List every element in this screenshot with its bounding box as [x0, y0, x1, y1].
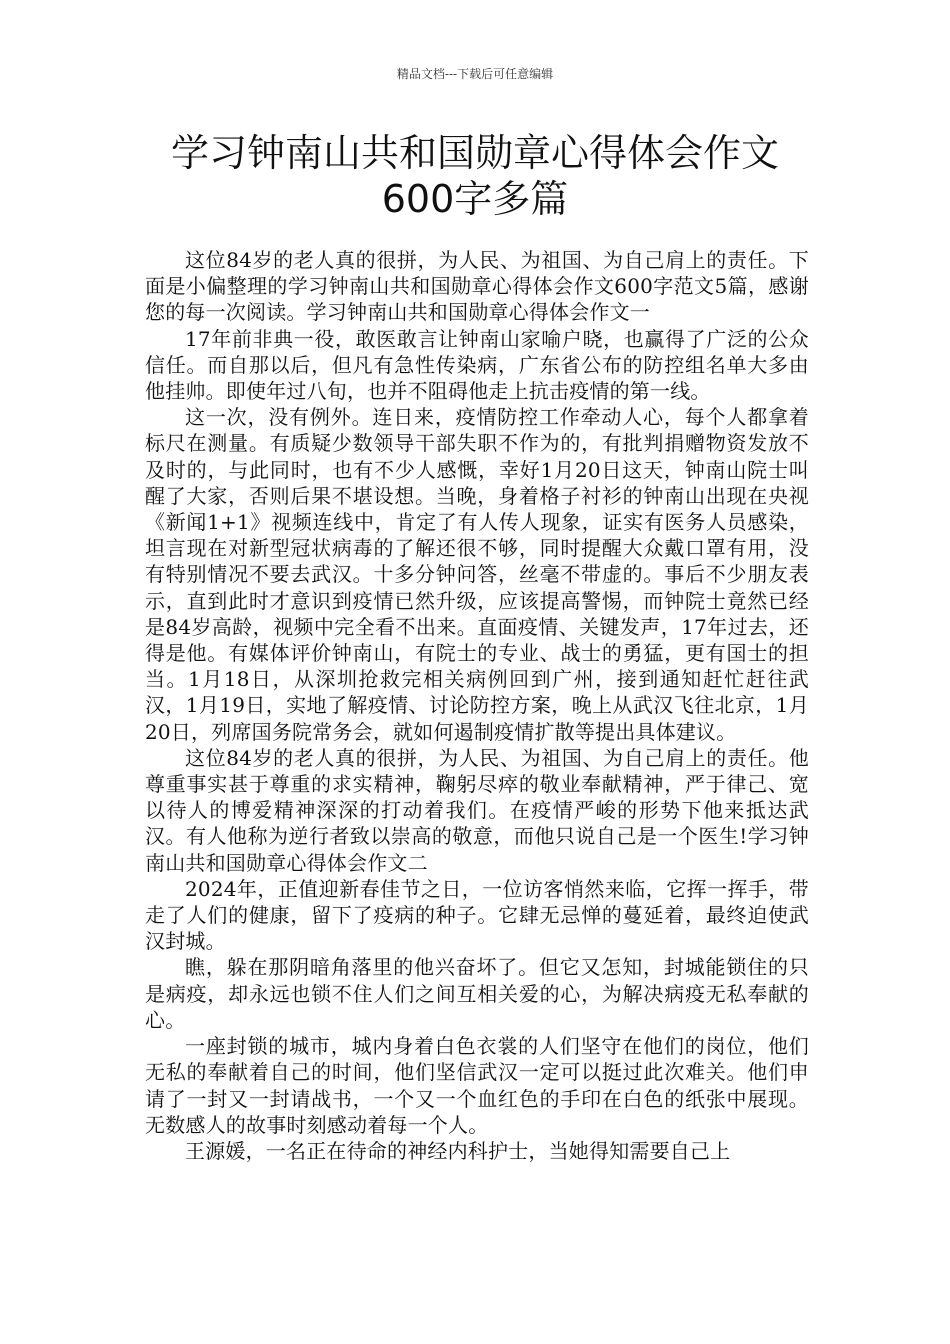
paragraph: 这位84岁的老人真的很拼，为人民、为祖国、为自己肩上的责任。他尊重事实甚于尊重的求实精神，鞠躬尽瘁的敬业奉献精神，严于律己、宽以待人的博爱精神深深的打动着我们。在疫情严峻的形势下他来抵达武汉。有人他称为逆行者致以崇高的敬意，而他只说自己是一个医生!学习钟南山共和国勋章心得体会作文二 [145, 745, 809, 875]
paragraph: 一座封锁的城市，城内身着白色衣裳的人们坚守在他们的岗位，他们无私的奉献着自己的时间，他们坚信武汉一定可以挺过此次难关。他们申请了一封又一封请战书，一个又一个血红色的手印在白色的纸张中展现。无数感人的故事时刻感动着每一个人。 [145, 1034, 809, 1137]
paragraph: 这一次，没有例外。连日来，疫情防控工作牵动人心，每个人都拿着标尺在测量。有质疑少数领导干部失职不作为的，有批判捐赠物资发放不及时的，与此同时，也有不少人感慨，幸好1月20日这天，钟南山院士叫醒了大家，否则后果不堪设想。当晚，身着格子衬衫的钟南山出现在央视《新闻1+1》视频连线中，肯定了有人传人现象，证实有医务人员感染，坦言现在对新型冠状病毒的了解还很不够，同时提醒大众戴口罩有用，没有特别情况不要去武汉。十多分钟问答，丝毫不带虚的。事后不少朋友表示，直到此时才意识到疫情已然升级，应该提高警惕，而钟院士竟然已经是84岁高龄，视频中完全看不出来。直面疫情、关键发声，17年过去，还得是他。有媒体评价钟南山，有院士的专业、战士的勇猛，更有国士的担当。1月18日，从深圳抢救完相关病例回到广州，接到通知赶忙赶往武汉，1月19日，实地了解疫情、讨论防控方案，晚上从武汉飞往北京，1月20日，列席国务院常务会，就如何遏制疫情扩散等提出具体建议。 [145, 405, 809, 744]
article-body [145, 247, 809, 1164]
title-line-2: 600字多篇 [381, 177, 569, 221]
paragraph: 这位84岁的老人真的很拼，为人民、为祖国、为自己肩上的责任。下面是小偏整理的学习钟南山共和国勋章心得体会作文600字范文5篇，感谢您的每一次阅读。学习钟南山共和国勋章心得体会作文一 [145, 248, 809, 325]
title-line-1: 学习钟南山共和国勋章心得体会作文 [170, 131, 779, 175]
paragraph: 瞧，躲在那阴暗角落里的他兴奋坏了。但它又怎知，封城能锁住的只是病疫，却永远也锁不住人们之间互相关爱的心，为解决病疫无私奉献的心。 [145, 955, 809, 1032]
header-note: 精品文档---下载后可任意编辑 [396, 67, 554, 81]
paragraph: 17年前非典一役，敢医敢言让钟南山家喻户晓，也赢得了广泛的公众信任。而自那以后，但凡有急性传染病，广东省公布的防控组名单大多由他挂帅。即使年过八旬，也并不阻碍他走上抗击疫情的第一线。 [145, 326, 809, 404]
paragraph: 2024年，正值迎新春佳节之日，一位访客悄然来临，它挥一挥手，带走了人们的健康，留下了疫病的种子。它肆无忌惮的蔓延着，最终迫使武汉封城。 [145, 876, 809, 954]
page-title [120, 130, 830, 222]
paragraph: 王源媛，一名正在待命的神经内科护士，当她得知需要自己上 [185, 1138, 731, 1163]
